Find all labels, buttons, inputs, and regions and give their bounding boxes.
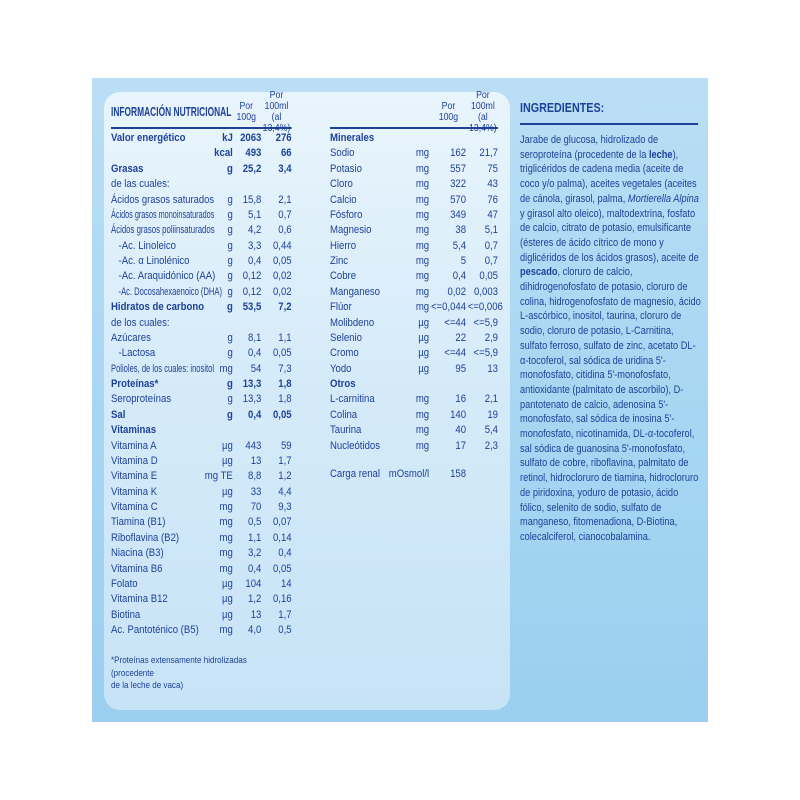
table-row [111,608,292,623]
row-label: Manganeso [330,285,381,298]
row-label: Nucleótidos [330,439,381,452]
row-value-100ml: 0,05 [272,408,292,421]
row-value-100ml: 1,8 [278,378,292,390]
row-label: Selenio [330,331,362,344]
row-label: Otros [330,378,356,390]
ingredients-title: INGREDIENTES: [520,100,605,115]
row-unit: g [227,255,233,267]
table-row [111,239,292,254]
minerals-table [330,89,503,482]
row-value-100ml: 1,8 [278,393,292,406]
row-label: Tiamina (B1) [111,516,166,529]
row-value-100g: 25,2 [242,162,262,175]
row-label: Colina [330,408,358,421]
row-value-100ml: 14 [280,577,292,590]
row-unit: mg [415,193,430,206]
row-unit: mg [415,424,430,437]
row-value-100g: 70 [250,501,262,513]
table-row [330,454,498,467]
row-unit: kcal [214,147,233,160]
table-row [111,623,292,638]
row-unit: mg [219,624,233,636]
row-value-100ml: 1,1 [278,331,292,344]
nutrition-table [111,89,292,693]
row-label: Ac. Pantoténico (B5) [111,624,199,636]
row-unit: g [227,193,233,206]
table-row [111,423,292,438]
row-value-100g: <=0,044 [430,301,467,314]
per-100g-header: Por 100g [438,100,459,123]
table-row [111,285,292,300]
row-value-100ml: <=5,9 [473,347,498,360]
row-value-100ml: 0,7 [484,239,498,252]
row-value-100ml: 66 [280,147,292,160]
row-label: Hierro [330,239,357,252]
table-row [330,177,498,192]
row-unit: mg [415,301,430,314]
row-value-100ml: 5,4 [484,424,498,437]
row-label: Vitamina B6 [111,562,163,575]
row-unit: mg [415,178,430,191]
row-value-100ml: 0,14 [272,531,292,544]
row-value-100g: 2063 [240,132,262,144]
row-value-100g: 162 [450,147,467,160]
row-label: Vitamina D [111,454,158,467]
table-row [111,316,292,331]
row-label: Carga renal [330,467,381,480]
table-row [330,316,498,331]
nutrition-header [111,89,292,134]
table-row [111,577,292,592]
row-label [111,146,212,161]
row-label: Vitamina A [111,439,157,452]
per-100g-header: Por 100g [236,100,256,123]
table-row [111,531,292,546]
row-label: Azúcares [111,331,151,344]
row-unit: mg [219,362,233,375]
row-value-100ml: 1,2 [278,470,292,483]
row-value-100g: 8,1 [248,331,262,344]
row-unit: g [226,301,233,314]
row-value-100ml: 0,7 [278,208,292,221]
row-value-100g: 570 [450,193,467,206]
row-label: Molibdeno [330,316,375,329]
row-unit: g [227,285,233,298]
row-unit: µg [221,439,233,452]
row-unit: mg [415,255,430,267]
table-row [111,469,292,484]
row-value-100g: 104 [245,577,262,590]
row-label: Grasas [111,162,144,175]
table-row [330,392,498,407]
table-row [330,223,498,238]
table-row [330,300,503,315]
row-value-100g: 0,02 [447,285,467,298]
row-label: Potasio [330,162,362,175]
row-unit: g [227,393,233,406]
row-value-100ml: 76 [487,193,498,206]
row-label: Magnesio [330,224,372,237]
row-value-100ml: 0,7 [484,255,498,267]
row-value-100g: 13 [250,454,262,467]
row-label: Vitamina B12 [111,593,168,606]
per-100ml-header: Por 100ml (al 13,4%) [262,89,291,134]
row-value-100ml: 7,2 [278,301,292,314]
row-value-100ml: 1,7 [278,608,292,621]
table-row [111,269,292,284]
row-value-100g: <=44 [444,316,467,329]
row-unit: mg TE [204,470,233,483]
row-label: Riboflavina (B2) [111,531,180,544]
row-unit: g [226,162,233,175]
table-row [330,377,498,392]
table-row [111,223,292,238]
row-value-100g: 5 [460,255,467,267]
row-value-100g: 0,4 [452,270,467,283]
row-value-100ml: 7,3 [278,362,292,375]
row-label: Cloro [330,178,353,191]
table-row [330,269,498,284]
row-unit: µg [221,577,233,590]
row-value-100ml: 5,1 [484,224,498,237]
row-unit: g [226,378,233,390]
row-value-100g: 0,4 [248,562,262,575]
row-label: Ácidos grasos saturados [111,193,215,206]
table-row [111,146,292,161]
row-label: Sal [111,408,126,421]
row-label: Yodo [330,362,352,375]
row-value-100g: 0,12 [242,285,262,298]
row-label: Taurina [330,424,362,437]
row-value-100ml: <=5,9 [473,316,498,329]
row-value-100g: 3,2 [248,547,262,560]
row-label: Cromo [330,347,359,360]
row-unit: µg [221,454,233,467]
table-row [330,331,498,346]
row-label: Cobre [330,270,357,283]
row-unit: mg [415,208,430,221]
row-label: Ácidos grasos poliinsaturados [111,224,215,237]
row-label: Sodio [330,147,355,160]
table-row [111,177,292,192]
table-row [111,193,292,208]
table-row [111,485,292,500]
table-row [111,346,292,361]
row-value-100g: 0,5 [248,516,262,529]
row-label: Zinc [330,255,349,267]
table-row [330,285,498,300]
row-unit: mg [415,270,430,283]
row-value-100g: 13 [250,608,262,621]
row-unit: mg [415,162,430,175]
row-unit: mg [415,439,430,452]
row-unit: µg [221,485,233,498]
row-value-100g: 38 [455,224,467,237]
table-row [111,208,292,223]
row-label: Proteínas* [111,378,159,390]
row-value-100ml: 2,1 [484,393,498,406]
row-value-100ml: 43 [487,178,498,191]
table-row [330,254,498,269]
row-unit: g [227,239,233,252]
row-value-100g: 140 [450,408,467,421]
row-unit: µg [221,608,233,621]
row-value-100ml: 0,05 [479,270,498,283]
nutrition-rows [111,131,292,638]
ingredients-divider [520,123,698,125]
row-value-100ml: 3,4 [278,162,292,175]
footnote: *Proteínas extensamente hidrolizadas (procedente de la leche de vaca) [111,655,247,692]
row-value-100ml: 21,7 [479,147,498,160]
row-unit: µg [418,331,430,344]
table-row [111,131,292,146]
row-unit: mg [415,408,430,421]
table-row [330,346,498,361]
table-row [111,408,292,423]
row-unit: g [227,208,233,221]
row-value-100ml: <=0,006 [467,301,503,314]
ingredient-allergen: pescado [520,266,558,279]
row-value-100g: 40 [455,424,467,437]
row-value-100g: 0,12 [242,270,262,283]
row-value-100ml: 9,3 [278,501,292,513]
table-row [330,408,498,423]
ingredient-allergen: leche [648,148,673,161]
row-label: Calcio [330,193,357,206]
row-label: -Ac. Docosahexaenoico (DHA) [118,285,223,298]
row-value-100g: 0,4 [248,347,262,360]
row-unit: µg [418,316,430,329]
row-label: Valor energético [111,132,186,144]
row-value-100g: <=44 [444,347,467,360]
table-row [111,439,292,454]
row-value-100ml: 2,3 [484,439,498,452]
row-value-100g: 4,2 [248,224,262,237]
table-row [111,515,292,530]
table-row [111,562,292,577]
row-value-100g: 13,3 [242,393,262,406]
table-row [330,362,498,377]
row-unit: mg [415,285,430,298]
row-value-100ml: 75 [487,162,498,175]
row-unit: mg [415,239,430,252]
row-value-100g: 443 [245,439,262,452]
row-value-100ml: 0,07 [272,516,292,529]
row-value-100g: 349 [450,208,467,221]
row-label: Flúor [330,301,352,314]
row-value-100g: 33 [250,485,262,498]
row-value-100g: 3,3 [248,239,262,252]
per-100ml-header: Por 100ml (al 13,4%) [469,89,497,134]
row-value-100ml: 0,4 [278,547,292,560]
ingredients-text [520,133,701,545]
row-label: -Lactosa [118,347,156,360]
row-value-100ml: 276 [275,132,292,144]
row-label: Fósforo [330,208,363,221]
row-value-100ml: 59 [280,439,292,452]
table-row [330,423,498,438]
row-value-100g: 1,1 [248,531,262,544]
table-row [111,592,292,607]
row-label: Biotina [111,608,141,621]
row-unit: µg [418,347,430,360]
minerals-header [330,89,498,134]
table-row [111,377,292,392]
row-unit: mOsmol/l [388,467,430,480]
row-unit: µg [221,593,233,606]
table-row [111,331,292,346]
row-value-100g: 54 [250,362,262,375]
table-row [111,300,292,315]
row-unit: mg [219,501,233,513]
row-value-100ml: 47 [487,208,498,221]
row-value-100ml: 19 [487,408,498,421]
row-value-100g: 0,4 [248,408,262,421]
ingredient-text: y girasol alto oleico), maltodextrina, fosfato de calcio, citrato de potasio, emulsificante (ésteres de ácido cítrico de mono y diglicéridos de los ácidos grasos), aceite de [520,207,699,264]
row-value-100ml: 4,4 [278,485,292,498]
row-value-100g: 8,8 [248,470,262,483]
row-value-100g: 15,8 [242,193,262,206]
table-row [330,208,498,223]
row-label: Folato [111,577,138,590]
nutrition-title: INFORMACIÓN NUTRICIONAL [111,104,232,119]
row-label: de las cuales: [111,178,170,191]
row-label: Hidratos de carbono [111,301,205,314]
row-value-100ml: 0,6 [278,224,292,237]
row-unit: g [227,270,233,283]
row-value-100g: 1,2 [248,593,262,606]
row-value-100g: 493 [245,147,262,160]
table-row [330,162,498,177]
table-row [111,362,292,377]
row-value-100ml: 0,16 [272,593,292,606]
row-label: Vitamina C [111,501,158,513]
row-value-100g: 53,5 [242,301,262,314]
row-value-100ml: 2,1 [278,193,292,206]
row-value-100ml: 0,5 [278,624,292,636]
ingredient-text: , cloruro de calcio, dihidrogenofosfato de potasio, cloruro de colina, hidrogenofosfato de magnesio, ácido L-ascórbico, inositol, taurina, cloruro de sodio, cloruro de potasio, L-Carnitina, sulfato ferroso, sulfato de zinc, acetato DL-α-tocoferol, sal sódica de uridina 5'-monofosfato, citidina 5'-monofosfato, antioxidante (palmitato de ascorbilo), D-pantotenato de calcio, adenosina 5'-monofosfato, sal sódica de inosina 5'-monofosfato, nicotinamida, DL-α-tocoferol, sal sódica de guanosina 5'-monofosfato, sulfato de cobre, riboflavina, palmitato de retinol, hidrocloruro de tiamina, hidrocloruro de piridoxina, yoduro de potasio, ácido fólico, selenito de sodio, sulfato de manganeso, fitomenadiona, D-Biotina, colecalciferol, cianocobalamina. [520,266,701,543]
row-label: Vitamina E [111,470,158,483]
table-row [330,146,498,161]
row-unit: g [227,331,233,344]
row-value-100g: 158 [450,467,467,480]
row-value-100g: 0,4 [248,255,262,267]
row-unit: mg [219,562,233,575]
ingredients-section [520,99,701,545]
row-label: L-carnitina [330,393,375,406]
ingredient-text: ), triglicéridos de cadena media (aceite de coco y/o palma), aceites vegetales (aceites de cánola, girasol, palma, [520,148,697,205]
row-value-100ml: 0,05 [272,562,292,575]
minerals-rows [330,131,503,482]
row-value-100g: 4,0 [248,624,262,636]
row-label: Niacina (B3) [111,547,164,560]
row-value-100ml: 13 [487,362,498,375]
row-unit: g [226,408,233,421]
row-unit: mg [415,224,430,237]
row-label: -Ac. α Linolénico [118,255,190,267]
row-value-100g: 17 [455,439,467,452]
table-row [111,546,292,561]
row-label: Vitamina K [111,485,158,498]
row-value-100ml: 0,003 [474,285,498,298]
row-unit: mg [219,516,233,529]
ingredient-text: Jarabe de glucosa, hidrolizado de seroproteína (procedente de la [520,134,659,161]
row-value-100ml: 0,44 [272,239,292,252]
row-label: -Ac. Linoleico [118,239,177,252]
row-unit: g [227,347,233,360]
row-label: de los cuales: [111,316,170,329]
row-value-100ml: 0,02 [272,270,292,283]
row-value-100g: 95 [455,362,467,375]
row-value-100g: 5,1 [248,208,262,221]
row-label: Polioles, de los cuales: inositol [111,362,215,375]
row-label: Seroproteínas [111,393,172,406]
row-value-100ml: 1,7 [278,454,292,467]
row-label: Ácidos grasos monoinsaturados [111,208,215,221]
row-label: Minerales [330,132,375,144]
row-label: -Ac. Araquidónico (AA) [118,270,216,283]
table-row [330,193,498,208]
table-row [330,239,498,254]
row-value-100g: 557 [450,162,467,175]
table-row [111,254,292,269]
row-unit: g [227,224,233,237]
table-row [330,439,498,454]
ingredient-text: Mortierella Alpina [627,192,699,205]
row-value-100ml: 2,9 [484,331,498,344]
table-row [111,392,292,407]
row-unit: mg [219,531,233,544]
row-unit: µg [418,362,430,375]
row-value-100ml: 0,02 [272,285,292,298]
row-unit: kJ [222,132,233,144]
row-value-100g: 13,3 [242,378,262,390]
row-unit: mg [415,393,430,406]
table-row [330,467,498,482]
row-value-100g: 5,4 [452,239,467,252]
row-value-100g: 322 [450,178,467,191]
table-row [111,162,292,177]
table-row [111,500,292,515]
row-label: Vitaminas [111,424,157,437]
row-value-100ml: 0,05 [272,255,292,267]
table-row [111,454,292,469]
row-unit: mg [219,547,233,560]
row-value-100g: 16 [455,393,467,406]
row-unit: mg [415,147,430,160]
row-value-100g: 22 [455,331,467,344]
row-value-100ml: 0,05 [272,347,292,360]
